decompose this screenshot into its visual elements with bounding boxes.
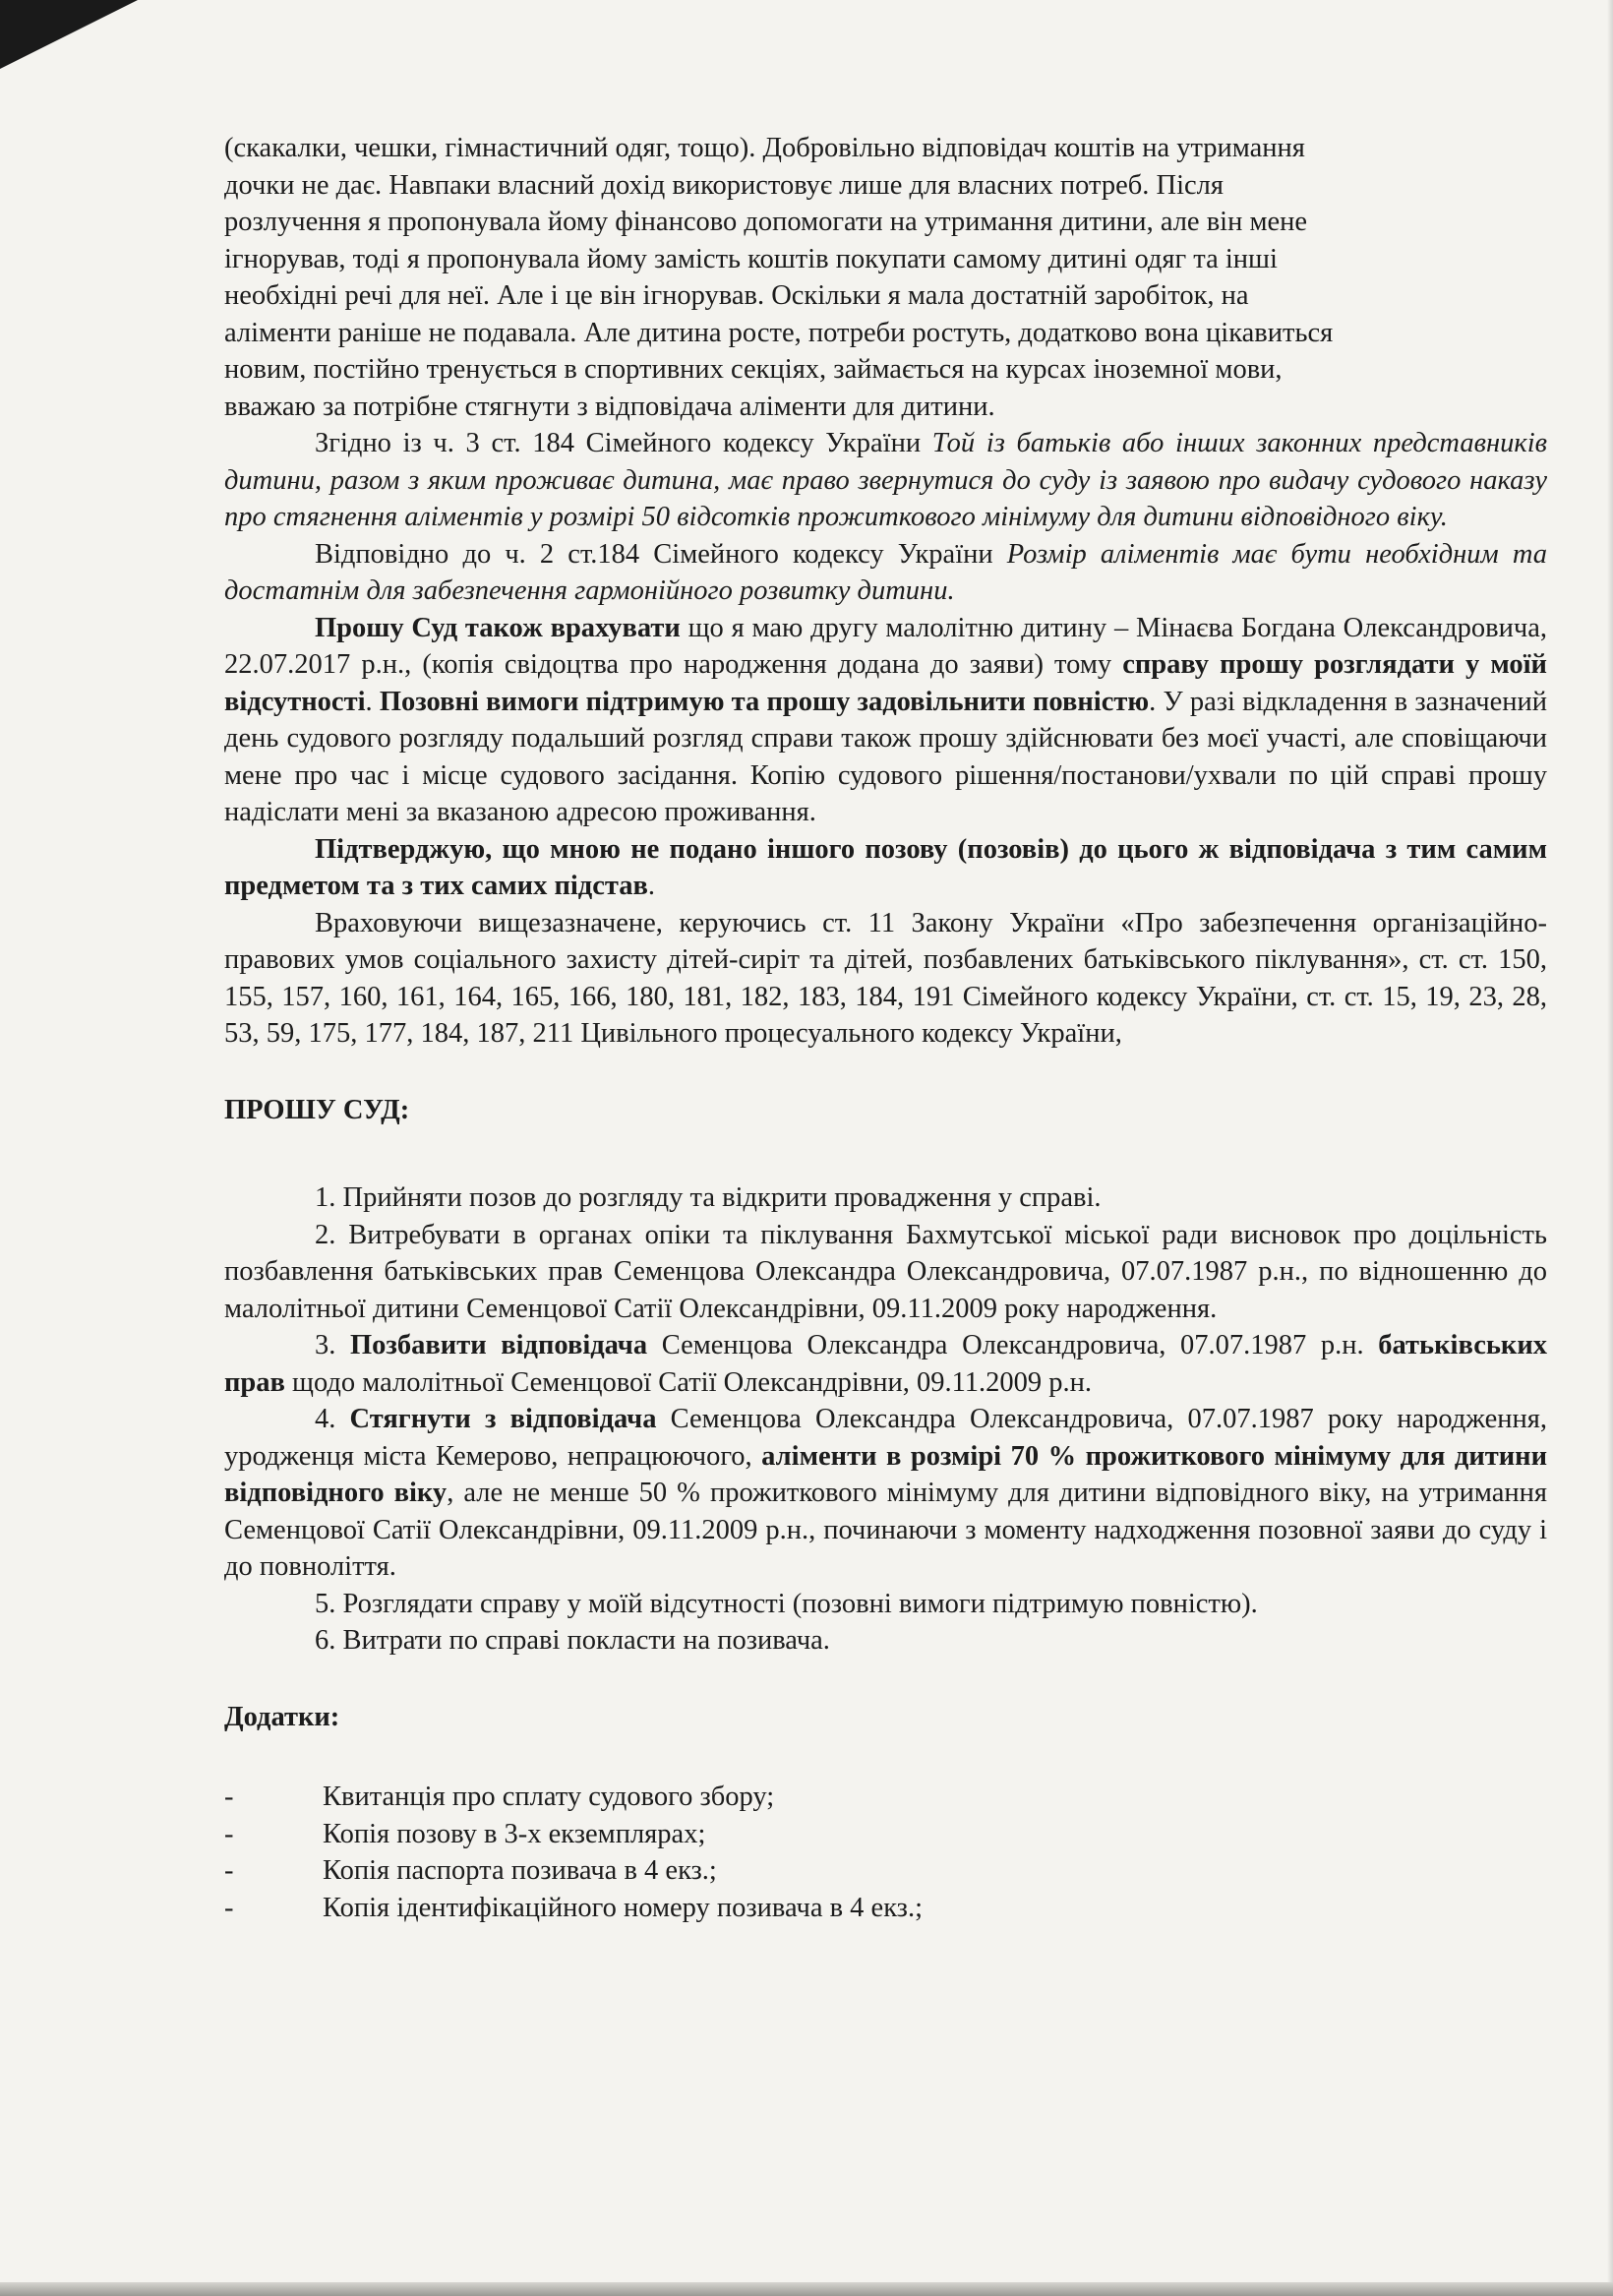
- text-run: .: [365, 686, 380, 717]
- text-run: Семенцова Олександра Олександровича, 07.07.1987 року народження, уродженця міста Кемерово, непрацюючого,: [224, 1404, 1548, 1472]
- request-heading: ПРОШУ СУД:: [224, 1094, 410, 1125]
- text-line: необхідні речі для неї. Але і це він ігнорував. Оскільки я мала достатній заробіток, на: [224, 280, 1249, 311]
- text-line: дочки не дає. Навпаки власний дохід використовує лише для власних потреб. Після: [224, 169, 1224, 201]
- attachment-label: Копія паспорта позивача в 4 екз.;: [323, 1855, 717, 1886]
- bold-phrase: Стягнути з відповідача: [349, 1404, 657, 1434]
- attachment-label: Квитанція про сплату судового збору;: [323, 1782, 775, 1812]
- scan-edge-shadow: [1607, 0, 1613, 2296]
- text-run: , але не менше 50 % прожиткового мінімуму для дитини відповідного віку, на утримання Семенцової Сатії Олександрівни, 09.11.2009 р.н., починаючи з моменту надходження позовної заяви до суду і до повноліття.: [224, 1478, 1547, 1582]
- text-line: ігнорував, тоді я пропонувала йому замість коштів покупати самому дитині одяг та інші: [224, 243, 1278, 274]
- scan-bottom-edge: [0, 2282, 1613, 2296]
- request-item-1: 1. Прийняти позов до розгляду та відкрити провадження у справі.: [315, 1182, 1102, 1213]
- paragraph-continuation: [224, 130, 1547, 425]
- paragraph-article-184-3: [224, 425, 1547, 536]
- bold-phrase: Підтверджую, що мною не подано іншого позову (позовів) до цього ж відповідача з тим самим предметом та з тих самих підстав: [224, 833, 1547, 901]
- bold-phrase: батьківських прав: [224, 1330, 1548, 1398]
- bullet-dash: -: [224, 1818, 234, 1849]
- text-line: (скакалки, чешки, гімнастичний одяг, тощо). Добровільно відповідач коштів на утримання: [224, 133, 1305, 163]
- attachment-item: [224, 1852, 1547, 1890]
- text-line: новим, постійно тренується в спортивних секціях, займається на курсах іноземної мови,: [224, 354, 1283, 385]
- item-number: 3.: [315, 1330, 351, 1360]
- bullet-dash: -: [224, 1892, 234, 1923]
- bold-phrase: Прошу Суд також врахувати: [315, 612, 681, 643]
- document-page: [224, 130, 1547, 1926]
- article-quote: Розмір аліментів має бути необхідним та достатнім для забезпечення гармонійного розвитку дитини.: [224, 538, 1547, 606]
- attachment-label: Копія позову в 3-х екземплярах;: [323, 1818, 706, 1849]
- attachment-item: [224, 1890, 1547, 1927]
- text-line: вважаю за потрібне стягнути з відповідача аліменти для дитини.: [224, 391, 995, 422]
- text-run: Семенцова Олександра Олександровича, 07.07.1987 р.н.: [647, 1330, 1379, 1360]
- text-run: що я маю другу малолітню дитину – Мінаєва Богдана Олександровича, 22.07.2017 р.н., (копія свідоцтва про народження додана до заяви) тому: [224, 612, 1547, 680]
- attachments-list: [224, 1779, 1547, 1926]
- bullet-dash: -: [224, 1855, 234, 1886]
- article-reference: Згідно із ч. 3 ст. 184 Сімейного кодексу України: [315, 428, 932, 458]
- item-number: 4.: [315, 1404, 350, 1434]
- scan-dark-corner: [0, 0, 138, 69]
- bold-phrase: справу прошу розглядати у моїй відсутності: [224, 649, 1547, 717]
- paragraph-article-184-2: [224, 536, 1547, 610]
- request-item-2: 2. Витребувати в органах опіки та піклування Бахмутської міської ради висновок про доцільність позбавлення батьківських прав Семенцова Олександра Олександровича, 07.07.1987 р.н., по відношенню до малолітньої дитини Семенцової Сатії Олександрівни, 09.11.2009 року народження.: [224, 1219, 1547, 1324]
- request-item-5: 5. Розглядати справу у моїй відсутності (позовні вимоги підтримую повністю).: [315, 1588, 1258, 1619]
- bold-phrase: Позбавити відповідача: [350, 1330, 648, 1360]
- request-item-4: [224, 1401, 1547, 1586]
- article-reference: Відповідно до ч. 2 ст.184 Сімейного кодексу України: [315, 538, 1007, 570]
- paragraph-confirmation: [224, 831, 1547, 905]
- text-run: щодо малолітньої Семенцової Сатії Олександрівни, 09.11.2009 р.н.: [284, 1366, 1093, 1398]
- article-quote: Той із батьків або інших законних представників дитини, разом з яким проживає дитина, має право звернутися до суду із заявою про видачу судового наказу про стягнення аліментів у розмірі 50 відсотків прожиткового мінімуму для дитини відповідного віку.: [224, 428, 1547, 532]
- bold-phrase: Позовні вимоги підтримую та прошу задовільнити повністю: [379, 686, 1150, 717]
- attachment-item: [224, 1816, 1547, 1853]
- request-item-3: [224, 1327, 1547, 1401]
- attachment-label: Копія ідентифікаційного номеру позивача в 4 екз.;: [323, 1892, 923, 1923]
- bullet-dash: -: [224, 1782, 234, 1812]
- text-line: аліменти раніше не подавала. Але дитина росте, потреби ростуть, додатково вона цікавиться: [224, 317, 1334, 348]
- request-item-6: 6. Витрати по справі покласти на позивача.: [315, 1625, 830, 1656]
- paragraph-legal-basis: Враховуючи вищезазначене, керуючись ст. 11 Закону України «Про забезпечення організаційно-правових умов соціального захисту дітей-сиріт та дітей, позбавлених батьківського піклування», ст. ст. 150, 155, 157, 160, 161, 164, 165, 166, 180, 181, 182, 183, 184, 191 Сімейного кодексу України, ст. ст. 15, 19, 23, 28, 53, 59, 175, 177, 184, 187, 211 Цивільного процесуального кодексу України,: [224, 907, 1547, 1049]
- attachments-heading: Додатки:: [224, 1701, 340, 1732]
- text-run: .: [647, 871, 655, 901]
- attachment-item: [224, 1779, 1547, 1816]
- text-run: . У разі відкладення в зазначений день судового розгляду подальший розгляд справи також прошу здійснювати без моєї участі, але сповіщаючи мене про час і місце судового засідання. Копію судового рішення/постанови/ухвали по цій справі прошу надіслати мені за вказаною адресою проживання.: [224, 686, 1548, 827]
- text-line: розлучення я пропонувала йому фінансово допомогати на утримання дитини, але він мене: [224, 207, 1308, 237]
- paragraph-second-child: [224, 610, 1547, 831]
- bold-phrase: аліменти в розмірі 70 % прожиткового мінімуму для дитини відповідного віку: [224, 1440, 1547, 1508]
